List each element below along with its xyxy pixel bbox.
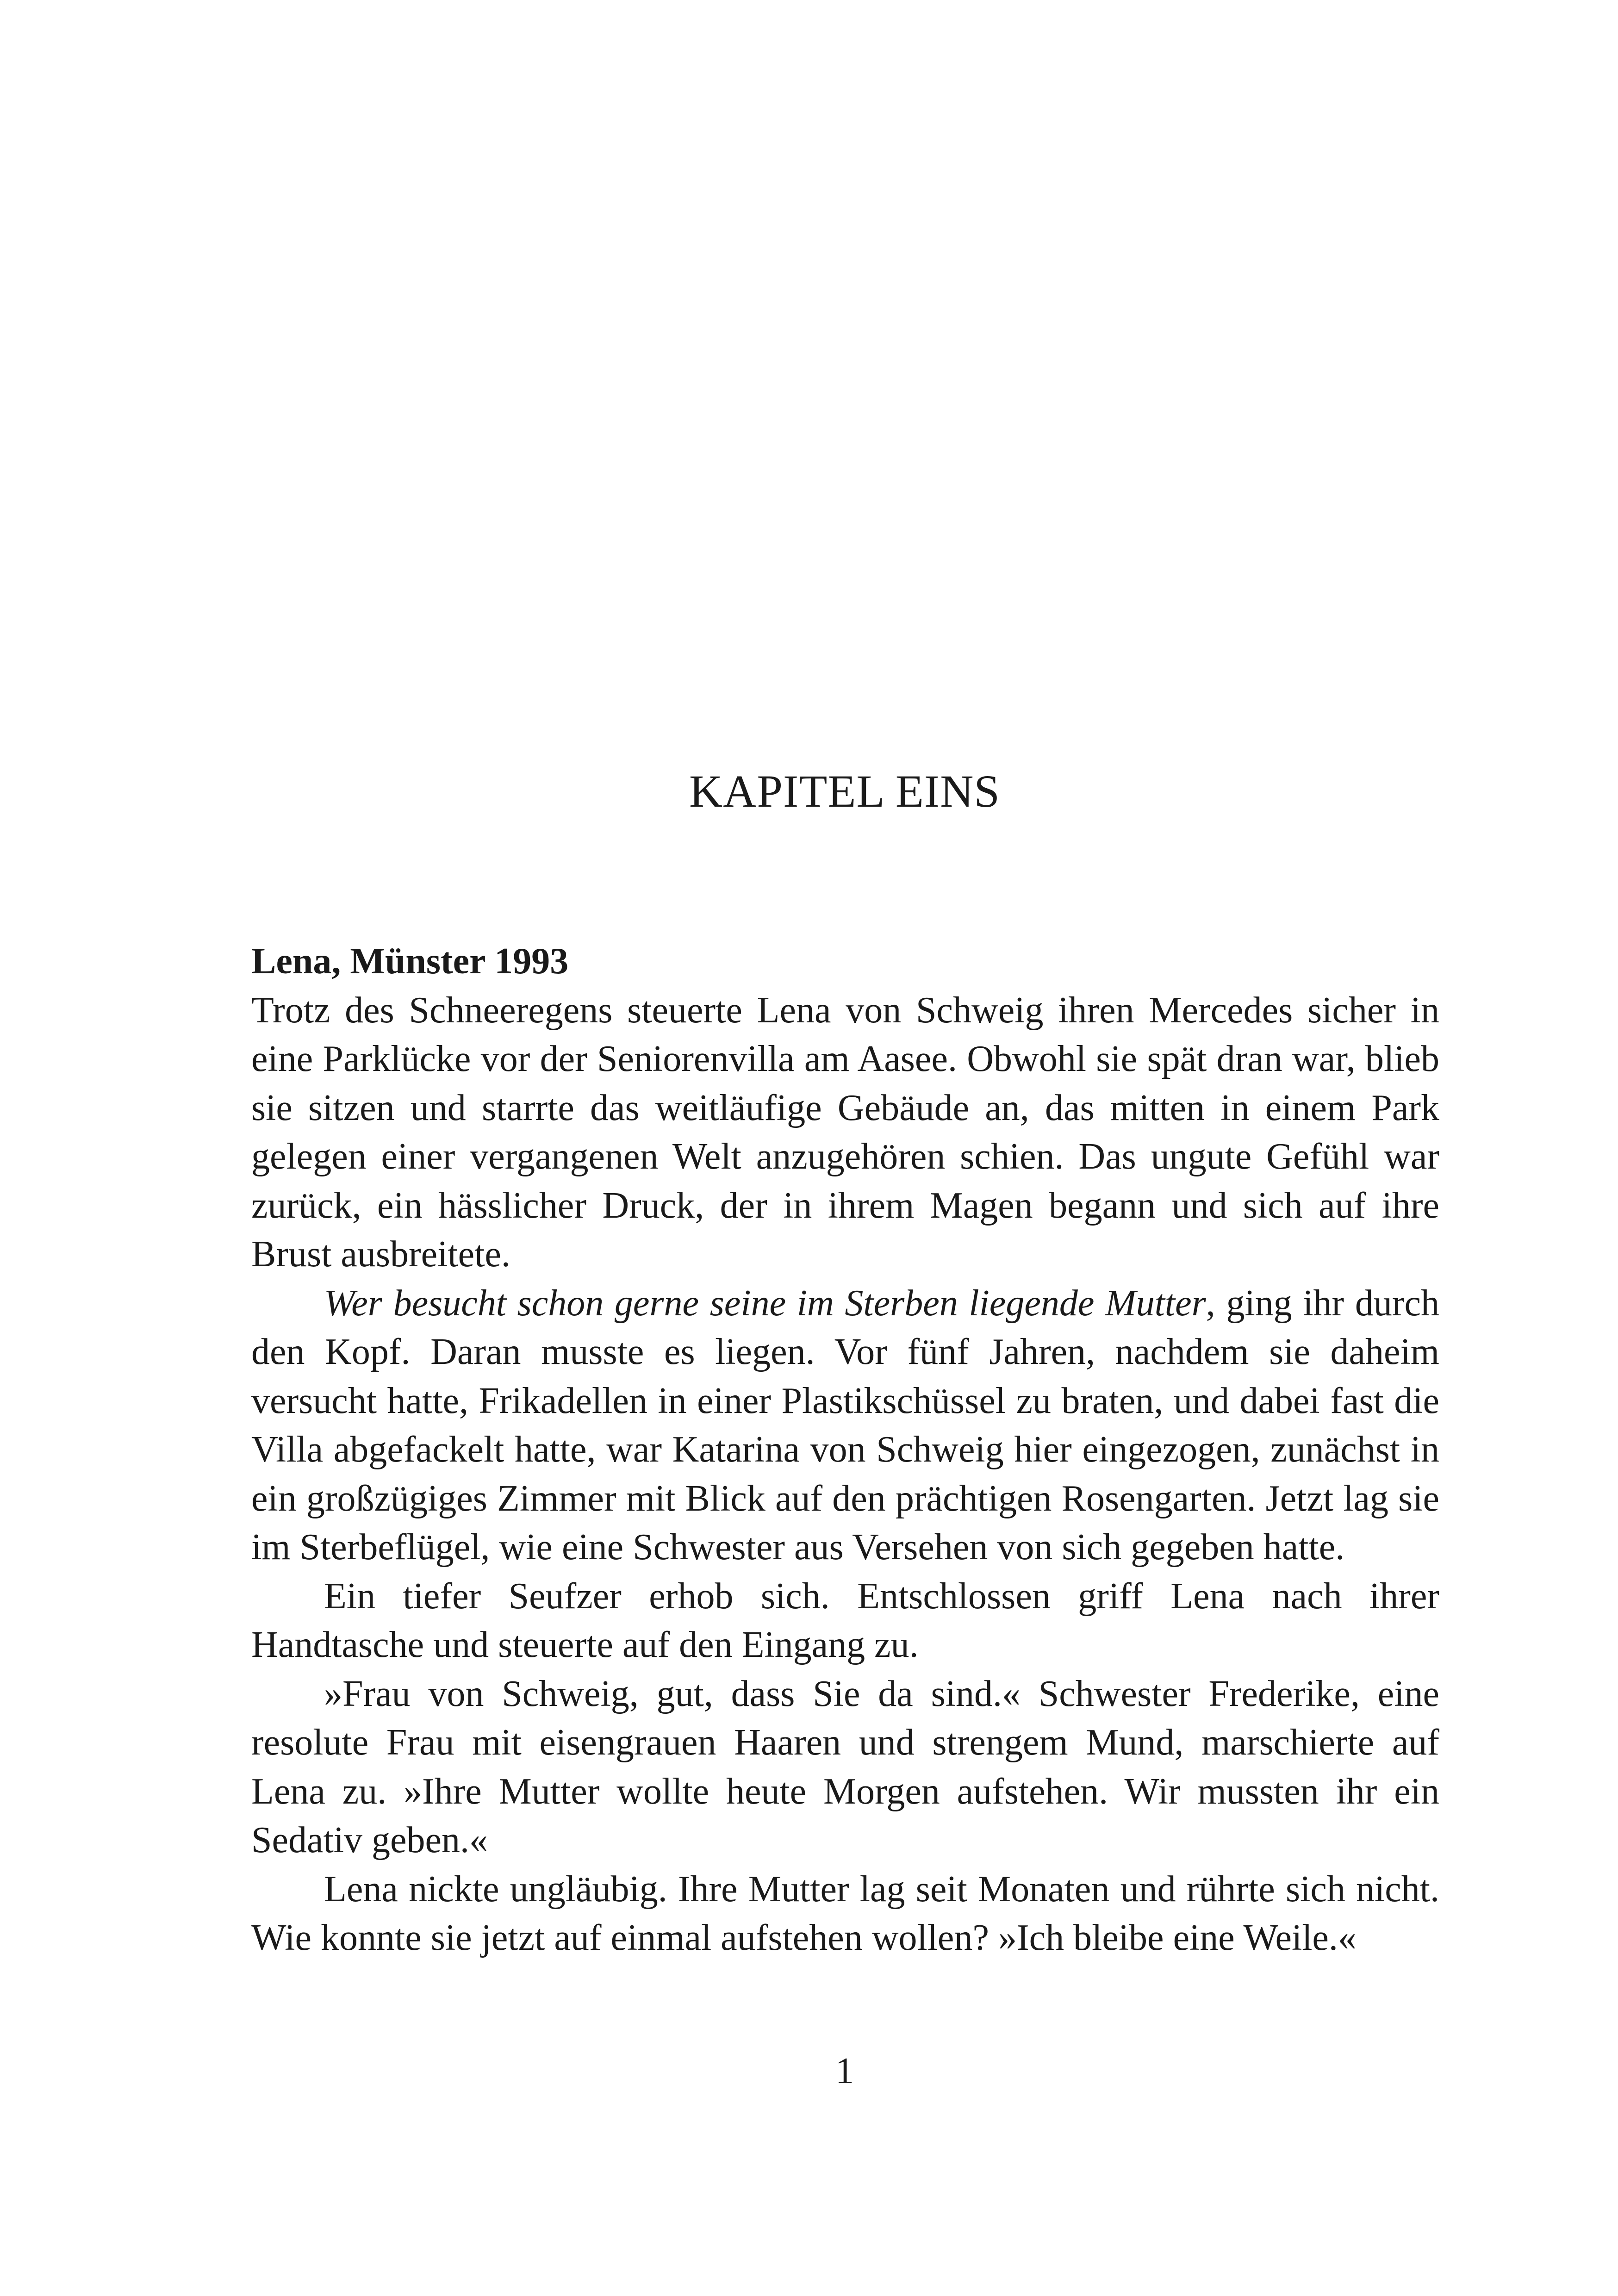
paragraph-2 xyxy=(251,1279,1439,1572)
chapter-title: KAPITEL EINS xyxy=(689,765,1001,817)
paragraph-text: Lena nickte ungläubig. Ihre Mutter lag seit Monaten und rührte sich nicht. Wie konnte sie jetzt auf einmal aufstehen wollen? »Ich bleibe eine Weile.« xyxy=(251,1868,1439,1958)
paragraph-1 xyxy=(251,986,1439,1279)
paragraph-4 xyxy=(251,1670,1439,1865)
section-heading: Lena, Münster 1993 xyxy=(251,941,569,982)
paragraph-text: Ein tiefer Seufzer erhob sich. Entschlossen griff Lena nach ihrer Handtasche und steuerte auf den Eingang zu. xyxy=(251,1575,1439,1665)
paragraph-text: Trotz des Schneeregens steuerte Lena von Schweig ihren Mercedes sicher in eine Parklücke vor der Seniorenvilla am Aasee. Obwohl sie spät dran war, blieb sie sitzen und starrte das weitläufige Gebäude an, das mitten in einem Park gelegen einer vergangenen Welt anzugehören schien. Das ungute Gefühl war zurück, ein hässlicher Druck, der in ihrem Magen begann und sich auf ihre Brust ausbreitete. xyxy=(251,989,1439,1275)
page-number: 1 xyxy=(835,2051,854,2091)
paragraph-text: »Frau von Schweig, gut, dass Sie da sind.« Schwester Frederike, eine resolute Frau mit eisengrauen Haaren und strengem Mund, marschierte auf Lena zu. »Ihre Mutter wollte heute Morgen aufstehen. Wir mussten ihr ein Sedativ geben.« xyxy=(251,1673,1439,1860)
chapter-body xyxy=(251,937,1439,1963)
paragraph-3 xyxy=(251,1572,1439,1670)
paragraph-text: , ging ihr durch den Kopf. Daran musste es liegen. Vor fünf Jahren, nachdem sie daheim versucht hatte, Frikadellen in einer Plastikschüssel zu braten, und dabei fast die Villa abgefackelt hatte, war Katarina von Schweig hier eingezogen, zunächst in ein großzügiges Zimmer mit Blick auf den prächtigen Rosengarten. Jetzt lag sie im Sterbeflügel, wie eine Schwester aus Versehen von sich gegeben hatte. xyxy=(251,1282,1439,1568)
paragraph-5 xyxy=(251,1865,1439,1963)
italic-thought: Wer besucht schon gerne seine im Sterben liegende Mutter xyxy=(324,1282,1206,1324)
